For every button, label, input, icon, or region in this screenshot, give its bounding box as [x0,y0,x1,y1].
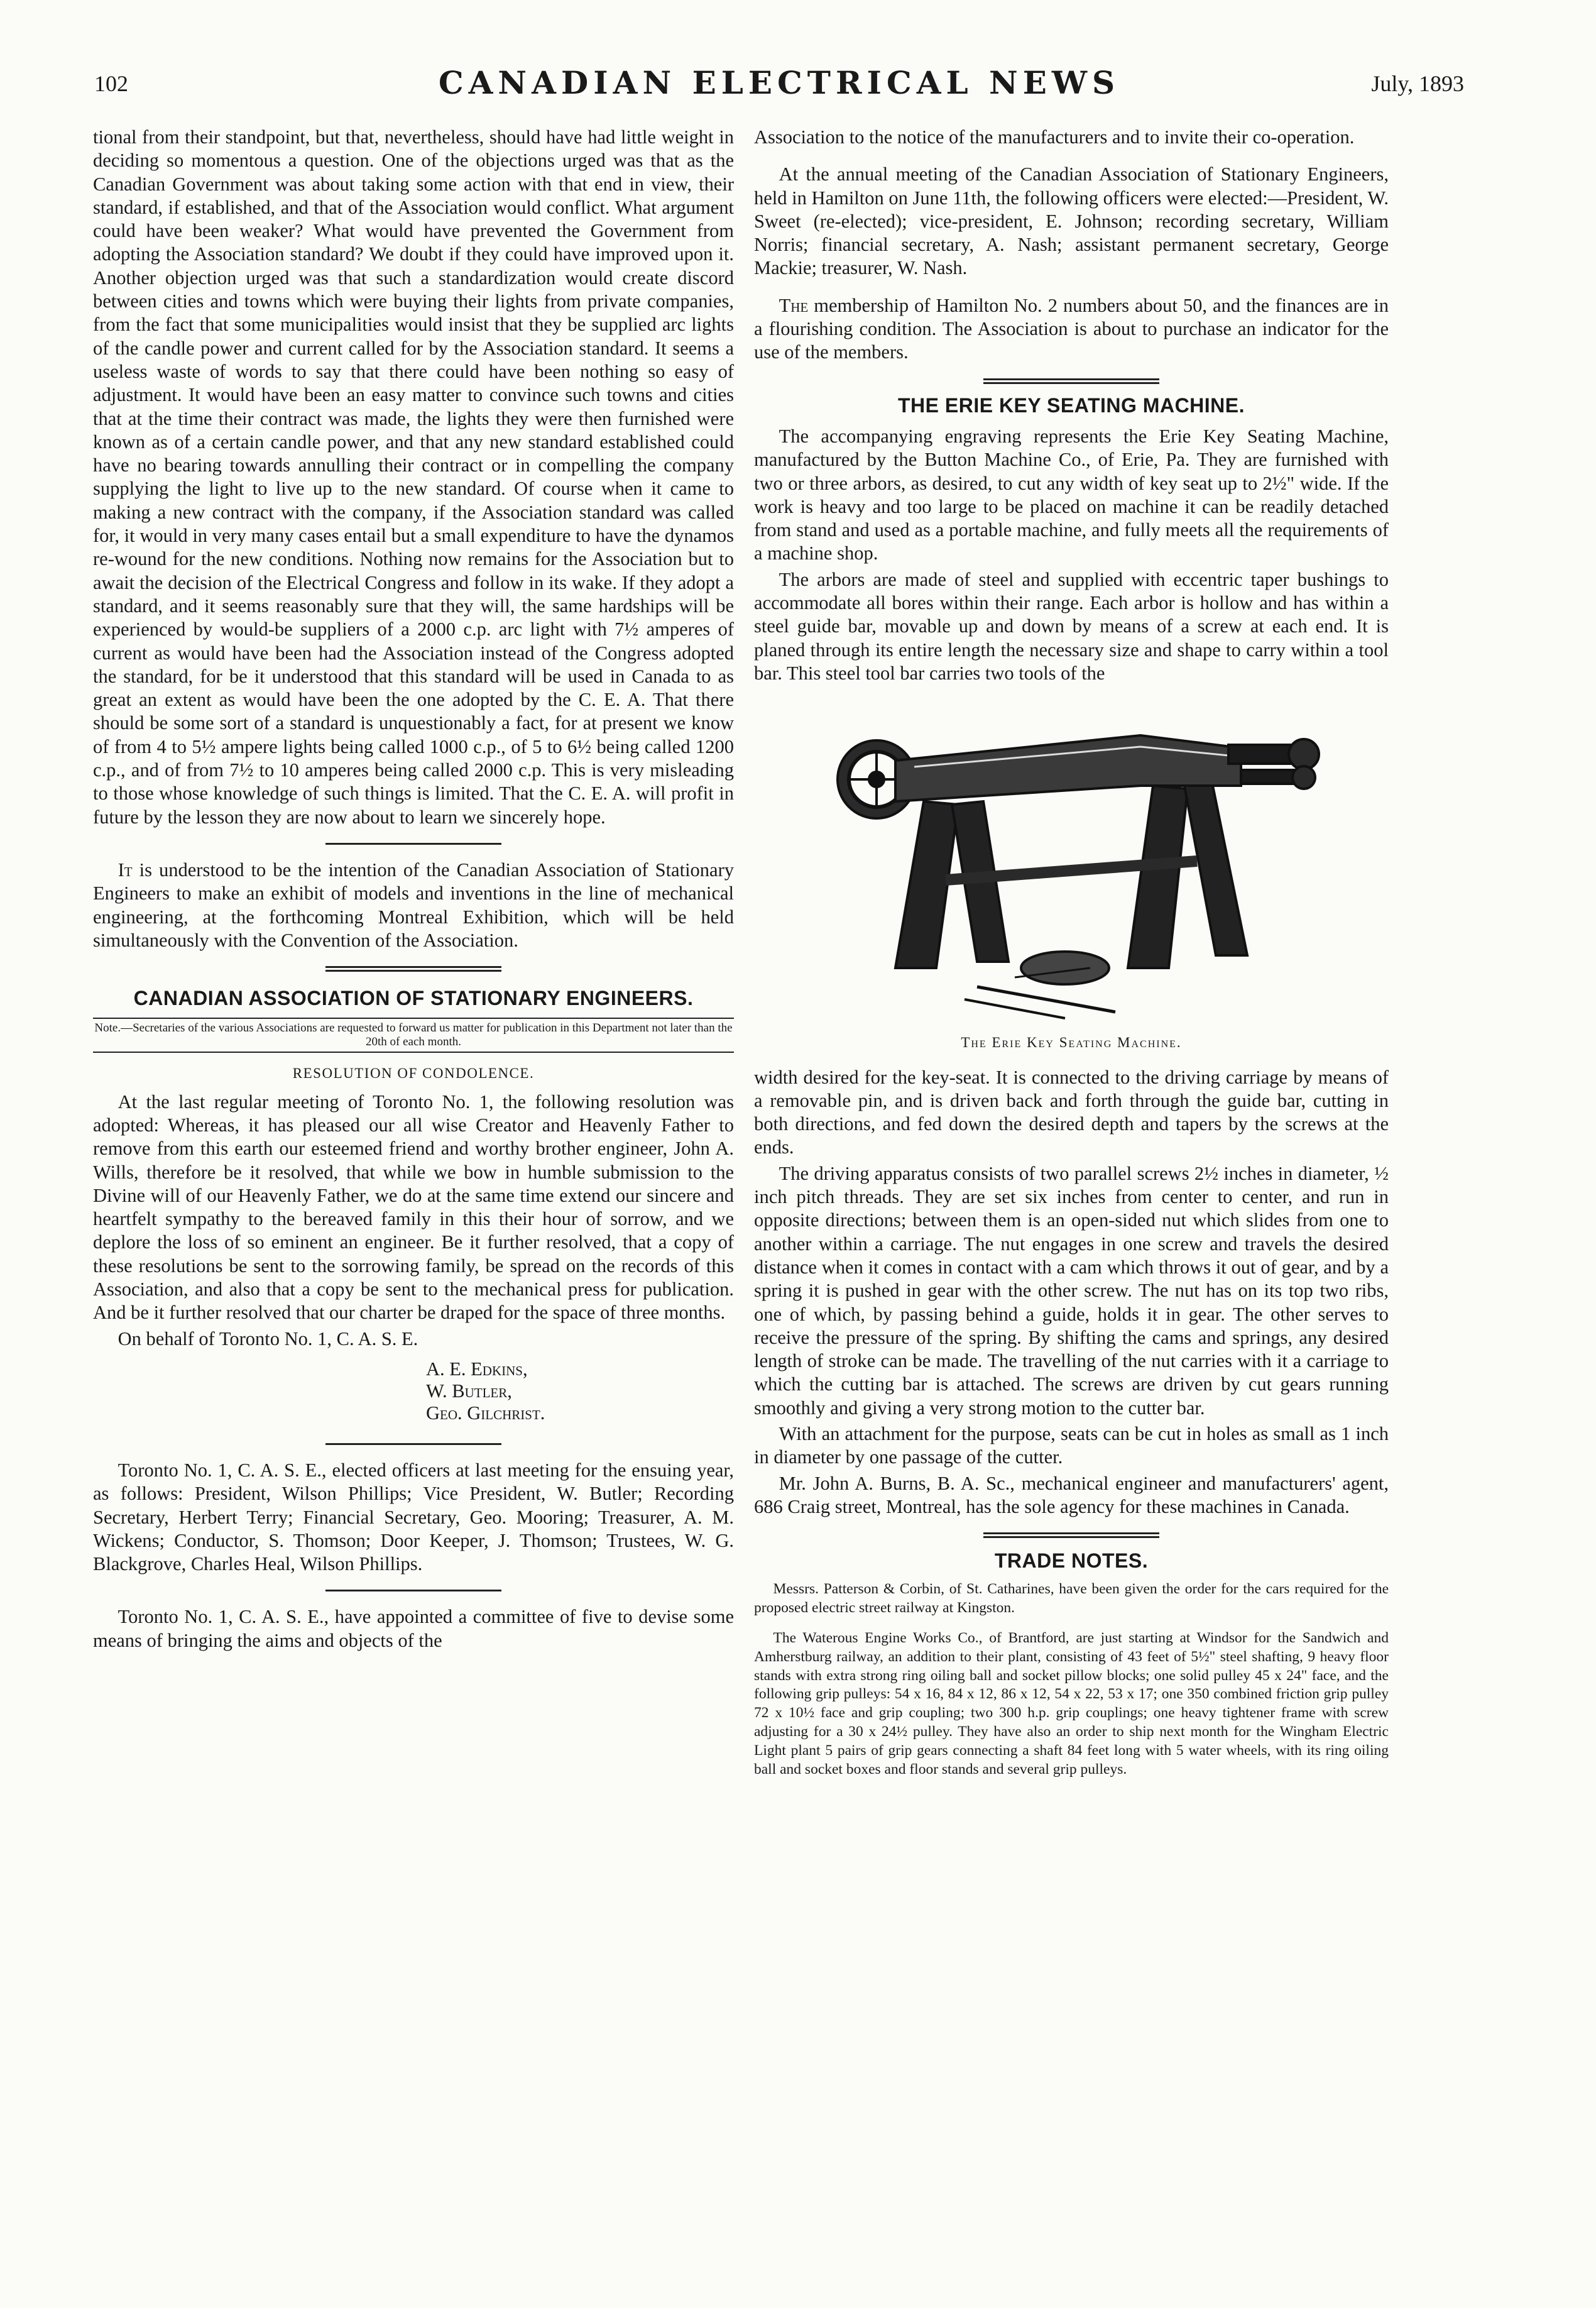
signer: W. Butler, [426,1380,512,1402]
signer: A. E. Edkins, [426,1358,528,1380]
trade-notes [754,1580,1389,1779]
page-header [94,64,1464,108]
committee-paragraph: Toronto No. 1, C. A. S. E., have appointed a committee of five to devise some means of bringing the aims and objects of the [93,1606,734,1651]
exhibit-paragraph [93,859,734,952]
masthead: CANADIAN ELECTRICAL NEWS [438,64,1120,101]
trade-note: Messrs. Patterson & Corbin, of St. Catharines, have been given the order for the cars required for the proposed electric street railway at Kingston. [754,1581,1389,1617]
erie-heading: THE ERIE KEY SEATING MACHINE. [897,393,1245,417]
officers-paragraph: Toronto No. 1, C. A. S. E., elected officers at last meeting for the ensuing year, as follows: President, Wilson Phillips; Vice President, W. Butler; Recording Secretary, Herbert Terry; Financial Secretary, Geo. Mooring; Treasurer, A. M. Wickens; Conductor, S. Thomson; Door Keeper, J. Thomson; Trustees, W. G. Blackgrove, Charles Heal, Wilson Phillips. [93,1459,734,1575]
standards-editorial: tional from their standpoint, but that, nevertheless, should have had little weight in deciding so momentous a question. One of the objections urged was that as the Canadian Government was about taking some action with that end in view, their standard, if established, and that of the Association would conflict. What argument could have been weaker? What would have prevented the Government from adopting the Association standard? We doubt if they could have improved upon it. Another objection urged was that such a standardization would create discord between cities and towns which were buying their lights from private companies, from the fact that some municipalities would insist that they be supplied arc lights of the candle power and current called for by the Association standard. It seems a useless waste of words to say that there could have been nothing so easy of adjustment. It would have been an easy matter to convince such towns and cities that at the time their contract was made, the lights they were then furnished were known as of a certain candle power, and that any new standard established could have no bearing towards annulling their contract or in compelling the company supplying the light to live up to the new standard. Of course when it came to making a new contract with the company, if the Association standard was called for, it would in very many cases entail but a small expenditure to have the dynamos re-wound for the new conditions. Nothing now remains for the Association but to await the decision of the Electrical Congress and follow in its wake. If they adopt a standard, and it seems reasonably sure that they will, the same hardships will be experienced by would-be suppliers of a 2000 c.p. arc light with 7½ amperes of current as would have been had the Association instead of the Congress adopted the standard, for be it understood that this standard will be used in Canada to as great an extent as would have been the one adopted by the C. E. A. That there should be some sort of a standard is unquestionably a fact, for at present we know of from 4 to 5½ ampere lights being called 1000 c.p., of 5 to 6½ being called 1200 c.p., and of from 7½ to 10 amperes being called 2000 c.p. This is very misleading to those whose knowledge of such things is limited. That the C. E. A. will profit in future by the lesson they are now about to learn we sincerely hope. [93,126,734,828]
exhibit-text: is understood to be the intention of the Canadian Association of Stationary Engineers to make an exhibit of models and inventions in the line of mechanical engineering, at the forthcoming Montreal Exhibition, which will be held simultaneously with the Convention of the Association. [93,859,734,951]
divider [325,1443,501,1445]
page-number: 102 [94,71,128,96]
hamilton-paragraph: At the annual meeting of the Canadian Association of Stationary Engineers, held in Hamilton on June 11th, the following officers were elected:—President, W. Sweet (re-elected); vice-president, E. Johnson; recording secretary, William Norris; financial secretary, A. Nash; assistant permanent secretary, George Mackie; treasurer, W. Nash. [754,163,1389,279]
divider [325,1590,501,1591]
membership-lead: The [779,294,809,316]
divider [325,843,501,845]
erie-paragraph: With an attachment for the purpose, seats can be cut in holes as small as 1 inch in diameter by one passage of the cutter. [754,1422,1389,1468]
issue-date: July, 1893 [1371,71,1464,96]
erie-paragraph: The driving apparatus consists of two parallel screws 2½ inches in diameter, ½ inch pitch threads. They are set six inches from center to center, and run in opposite directions; between them is an open-sided nut which slides from one to another within a carriage. The nut engages in one screw and travels the desired distance when it comes in contact with a cam which throws it out of gear, and by a spring it is pushed in gear with the other screw. The nut has on its top two ribs, one of which, by passing behind a guide, holds it in gear. The other serves to receive the pressure of the spring. By shifting the cams and springs, any desired length of stroke can be made. The travelling of the nut carries with it a carriage to which the cutting bar is attached. The screws are driven by cut gears running smoothly and giving a very strong motion to the cutter bar. [754,1162,1389,1419]
trade-notes-heading: TRADE NOTES. [994,1549,1149,1573]
double-divider [983,378,1159,384]
erie-paragraph: width desired for the key-seat. It is connected to the driving carriage by means of a removable pin, and is driven back and forth through the guide bar, cutting in both directions, and fed down the desired depth and tapers by the screws at the ends. [754,1066,1389,1158]
erie-paragraph: Mr. John A. Burns, B. A. Sc., mechanical engineer and manufacturers' agent, 686 Craig street, Montreal, has the sole agency for these machines in Canada. [754,1472,1389,1517]
figure-caption: The Erie Key Seating Machine. [961,1035,1182,1051]
resolution-heading: RESOLUTION OF CONDOLENCE. [292,1065,535,1082]
signers [426,1358,734,1424]
editor-note: Note.—Secretaries of the various Associations are requested to forward us matter for publication in this Department not later than the 20th of each month. [93,1018,734,1053]
signer: Geo. Gilchrist. [426,1402,545,1424]
left-column [93,126,734,1666]
membership-text: membership of Hamilton No. 2 numbers about 50, and the finances are in a flourishing condition. The Association is about to purchase an indicator for the use of the members. [754,294,1389,363]
caase-heading: CANADIAN ASSOCIATION OF STATIONARY ENGINEERS. [133,987,694,1010]
resolution-text: At the last regular meeting of Toronto No. 1, the following resolution was adopted: Whereas, it has pleased our all wise Creator and Heavenly Father to remove from this earth our esteemed friend and worthy brother engineer, John A. Wills, therefore be it resolved, that while we bow in humble submission to the Divine will of our Heavenly Father, we do at the same time extend our sincere and heartfelt sympathy to the bereaved family in this their hour of sorrow, and we deplore the loss of so eminent an engineer. Be it further resolved, that a copy of these resolutions be sent to the sorrowing family, be spread on the records of this Association, and also that a copy be sent to the mechanical press for publication. And be it further resolved that our charter be draped for the space of three months. [93,1091,734,1324]
exhibit-lead: It [118,859,133,881]
right-column [754,126,1389,1790]
trade-note: The Waterous Engine Works Co., of Brantford, are just starting at Windsor for the Sandwich and Amherstburg railway, an addition to their plant, consisting of 43 feet of 5½" steel shafting, 9 heavy floor stands with extra strong ring oiling ball and socket pillow blocks; one solid pulley 45 x 24" face, and the following grip pulleys: 54 x 16, 84 x 12, 86 x 12, 54 x 22, 53 x 17; one 350 combined friction grip pulley 72 x 10½ face and grip coupling; two 300 h.p. grip couplings; one heavy tightener frame with screw adjusting for a 30 x 24½ pulley. They have also an order to ship next month for the Wingham Electric Light plant 5 pairs of grip gears connecting a shaft 84 feet long with 5 water wheels, with its ring oiling ball and socket boxes and floor stands and several grip pulleys. [754,1630,1389,1778]
machine-illustration [789,691,1354,1025]
key-seating-machine-engraving [789,691,1354,1025]
on-behalf: On behalf of Toronto No. 1, C. A. S. E. [118,1327,418,1349]
double-divider [983,1532,1159,1538]
erie-paragraph: The accompanying engraving represents the Erie Key Seating Machine, manufactured by the Button Machine Co., of Erie, Pa. They are furnished with two or three arbors, as desired, to cut any width of key seat up to 2½" wide. If the work is heavy and too large to be placed on machine it can be readily detached from stand and used as a portable machine, and fully meets all the requirements of a machine shop. [754,425,1389,564]
double-divider [325,966,501,972]
continued-paragraph: Association to the notice of the manufacturers and to invite their co-operation. [754,126,1355,148]
erie-paragraph: The arbors are made of steel and supplied with eccentric taper bushings to accommodate all bores within their range. Each arbor is hollow and has within a steel guide bar, movable up and down by means of a screw at each end. It is planed through its entire length the necessary size and shape to carry within a tool bar. This steel tool bar carries two tools of the [754,568,1389,684]
membership-paragraph [754,294,1389,365]
